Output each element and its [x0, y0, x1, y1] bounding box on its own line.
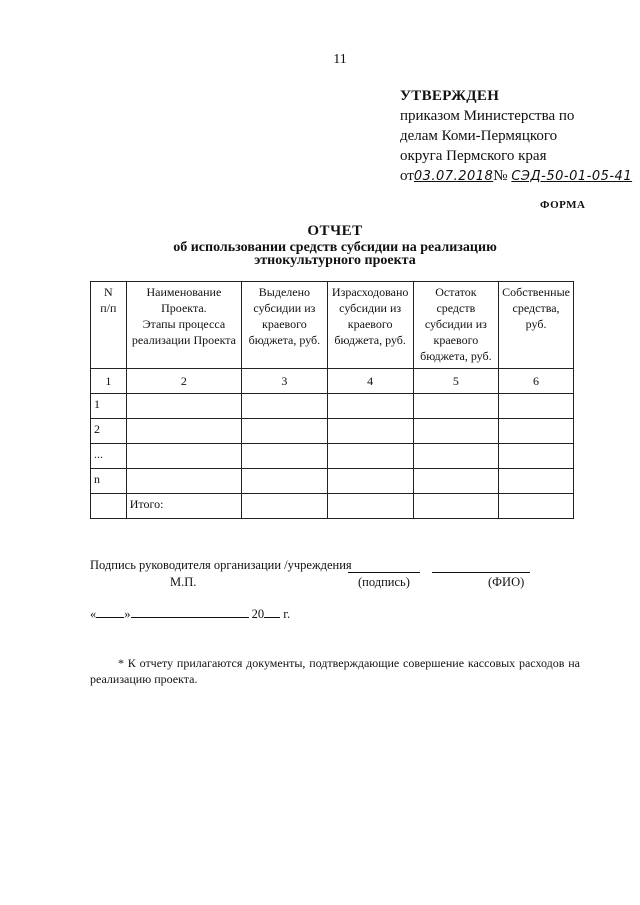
table-cell[interactable]	[126, 419, 241, 444]
table-cell	[91, 494, 127, 519]
table-cell[interactable]	[499, 444, 574, 469]
approval-line-3: округа Пермского края	[400, 148, 547, 164]
report-table	[90, 281, 574, 519]
month-field[interactable]	[131, 617, 249, 618]
table-cell[interactable]	[126, 444, 241, 469]
column-number: 5	[413, 369, 498, 394]
open-quote: «	[90, 607, 97, 621]
row-number: 1	[91, 394, 127, 419]
report-title: ОТЧЕТ	[307, 223, 363, 239]
year-prefix: 20	[251, 607, 265, 621]
table-cell[interactable]	[242, 444, 328, 469]
table-cell[interactable]	[499, 394, 574, 419]
footnote	[90, 655, 580, 687]
date-prefix: от	[400, 168, 414, 184]
signature-caption: (подпись)	[358, 575, 410, 589]
report-subtitle-1: об использовании средств субсидии на реализацию	[173, 240, 497, 255]
table-cell[interactable]	[499, 469, 574, 494]
approval-line-1: приказом Министерства по	[400, 108, 575, 124]
year-field[interactable]	[264, 617, 280, 618]
table-row	[91, 469, 574, 494]
table-cell[interactable]	[126, 469, 241, 494]
approval-number: СЭД-50-01-05-41	[511, 169, 633, 184]
name-caption: (ФИО)	[488, 575, 525, 589]
column-number: 2	[126, 369, 241, 394]
header-cell: N п/п	[91, 282, 127, 369]
table-cell[interactable]	[327, 469, 413, 494]
row-number: 2	[91, 419, 127, 444]
name-line[interactable]	[432, 572, 530, 573]
footnote-text: * К отчету прилагаются документы, подтверждающие совершение кассовых расходов на реализацию проекта.	[90, 656, 580, 686]
column-number: 1	[91, 369, 127, 394]
approval-date-line	[400, 166, 632, 187]
form-label: ФОРМА	[540, 199, 586, 211]
approval-date: 03.07.2018	[413, 169, 494, 184]
header-cell: Наименование Проекта. Этапы процесса реализации Проекта	[126, 282, 241, 369]
column-number: 6	[499, 369, 574, 394]
number-prefix: №	[493, 168, 508, 184]
row-number: ...	[91, 444, 127, 469]
date-line	[90, 607, 290, 622]
close-quote: »	[124, 607, 131, 621]
approval-line-2: делам Коми-Пермяцкого	[400, 128, 558, 144]
column-number: 3	[242, 369, 328, 394]
table-cell[interactable]	[413, 419, 498, 444]
table-cell[interactable]	[499, 419, 574, 444]
table-cell[interactable]	[242, 494, 328, 519]
column-number: 4	[327, 369, 413, 394]
header-cell: Собственные средства, руб.	[499, 282, 574, 369]
header-cell: Остаток средств субсидии из краевого бюджета, руб.	[413, 282, 498, 369]
table-row	[91, 419, 574, 444]
year-suffix: г.	[283, 607, 291, 621]
table-row	[91, 444, 574, 469]
signature-line[interactable]	[348, 572, 420, 573]
table-row	[91, 394, 574, 419]
table-cell[interactable]	[413, 444, 498, 469]
approval-block	[400, 86, 632, 187]
page-number: 11	[333, 52, 347, 67]
day-field[interactable]	[96, 617, 124, 618]
table-cell[interactable]	[327, 444, 413, 469]
table-cell[interactable]	[126, 394, 241, 419]
table-cell[interactable]	[413, 394, 498, 419]
table-cell[interactable]	[499, 494, 574, 519]
table-cell[interactable]	[413, 494, 498, 519]
table-cell[interactable]	[327, 394, 413, 419]
stamp-label: М.П.	[170, 575, 197, 589]
total-row	[91, 494, 574, 519]
row-number: n	[91, 469, 127, 494]
header-cell: Израсходовано субсидии из краевого бюджета, руб.	[327, 282, 413, 369]
table-header-row	[91, 282, 574, 369]
table-cell[interactable]	[242, 394, 328, 419]
table-cell[interactable]	[327, 494, 413, 519]
signature-label: Подпись руководителя организации /учреждения	[90, 558, 352, 572]
table-cell[interactable]	[327, 419, 413, 444]
table-cell[interactable]	[242, 469, 328, 494]
header-cell: Выделено субсидии из краевого бюджета, руб.	[242, 282, 328, 369]
approval-title: УТВЕРЖДЕН	[400, 88, 500, 104]
table-cell[interactable]	[413, 469, 498, 494]
table-cell[interactable]	[242, 419, 328, 444]
report-subtitle-2: этнокультурного проекта	[254, 253, 416, 268]
total-label: Итого:	[126, 494, 241, 519]
column-number-row	[91, 369, 574, 394]
